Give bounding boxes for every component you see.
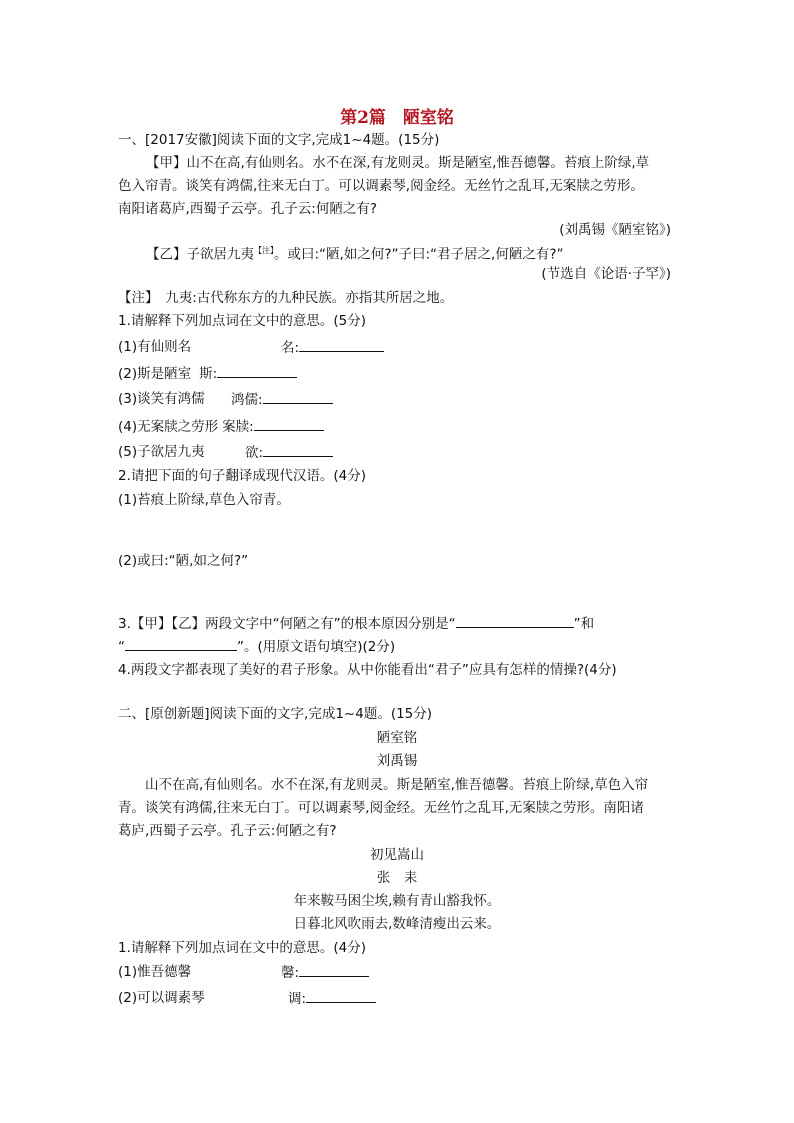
question-text: ”和 <box>573 616 595 632</box>
question-stem: 1.请解释下列加点词在文中的意思。(4分) <box>118 940 367 956</box>
question-item: (1)苔痕上阶绿,草色入帘青。 <box>118 492 290 508</box>
question-item: (3)谈笑有鸿儒 <box>118 391 205 407</box>
answer-blank[interactable] <box>456 614 574 628</box>
word-label: 名: <box>281 340 300 356</box>
answer-blank[interactable] <box>125 637 237 651</box>
answer-line <box>231 390 333 409</box>
word-label: 鸿儒: <box>231 392 263 408</box>
question-stem: 1.请解释下列加点词在文中的意思。(5分) <box>118 313 367 329</box>
question-text: 3.【甲】【乙】两段文字中“何陋之有”的根本原因分别是“ <box>118 616 456 632</box>
word-label: 斯: <box>199 366 218 382</box>
answer-line <box>281 963 369 982</box>
answer-blank[interactable] <box>299 963 369 977</box>
question-item: (1)有仙则名 <box>118 339 192 355</box>
question-phrase: (4)无案牍之劳形 <box>118 419 219 435</box>
question-text: “ <box>118 639 125 655</box>
word-label: 案牍: <box>222 419 254 435</box>
question-stem: 2.请把下面的句子翻译成现代汉语。(4分) <box>118 468 367 484</box>
passage-text: 【乙】子欲居九夷 <box>146 246 254 263</box>
text-author: 刘禹锡 <box>376 753 418 769</box>
answer-blank[interactable] <box>217 364 297 378</box>
passage-line <box>146 242 564 264</box>
answer-line <box>288 989 376 1008</box>
question-item: (5)子欲居九夷 <box>118 444 205 460</box>
question-item: (2)或曰:“陋,如之何?” <box>118 553 249 569</box>
word-label: 调: <box>288 991 307 1007</box>
text-title: 陋室铭 <box>376 730 418 746</box>
passage-line: 南阳诸葛庐,西蜀子云亭。孔子云:何陋之有? <box>118 201 378 217</box>
answer-line <box>245 443 333 462</box>
passage-line: 山不在高,有仙则名。水不在深,有龙则灵。斯是陋室,惟吾德馨。苔痕上阶绿,草色入帘 <box>118 777 649 793</box>
answer-blank[interactable] <box>263 443 333 457</box>
passage-source: (节选自《论语·子罕》) <box>541 266 671 282</box>
passage-line: 色入帘青。谈笑有鸿儒,往来无白丁。可以调素琴,阅金经。无丝竹之乱耳,无案牍之劳形。 <box>118 178 644 194</box>
poem-author: 张 耒 <box>376 870 418 886</box>
footnote: 【注】 九夷:古代称东方的九种民族。亦指其所居之地。 <box>118 290 454 306</box>
question-phrase: (2)斯是陋室 <box>118 366 192 382</box>
question-stem <box>118 637 395 656</box>
question-item <box>118 364 297 383</box>
poem-line: 年来鞍马困尘埃,赖有青山豁我怀。 <box>293 893 501 909</box>
footnote-mark: 【注】 <box>254 246 274 255</box>
section-heading: 二、[原创新题]阅读下面的文字,完成1~4题。(15分) <box>118 706 433 722</box>
question-stem: 4.两段文字都表现了美好的君子形象。从中你能看出“君子”应具有怎样的情操?(4分) <box>118 662 617 678</box>
passage-line: 葛庐,西蜀子云亭。孔子云:何陋之有? <box>118 823 337 839</box>
question-stem <box>118 614 594 633</box>
page-title: 第2篇 陋室铭 <box>340 108 454 128</box>
question-item: (2)可以调素琴 <box>118 990 205 1006</box>
answer-blank[interactable] <box>254 417 324 431</box>
answer-blank[interactable] <box>299 338 384 352</box>
passage-source: (刘禹锡《陋室铭》) <box>559 222 671 238</box>
section-heading: 一、[2017安徽]阅读下面的文字,完成1~4题。(15分) <box>118 132 440 148</box>
word-label: 欲: <box>245 445 264 461</box>
poem-line: 日暮北风吹雨去,数峰清瘦出云来。 <box>293 916 501 932</box>
question-text: ”。(用原文语句填空)(2分) <box>237 639 396 655</box>
passage-line: 青。谈笑有鸿儒,往来无白丁。可以调素琴,阅金经。无丝竹之乱耳,无案牍之劳形。南阳诸 <box>118 800 644 816</box>
question-item: (1)惟吾德馨 <box>118 964 192 980</box>
answer-line <box>281 338 384 357</box>
answer-blank[interactable] <box>306 989 376 1003</box>
poem-title: 初见嵩山 <box>370 847 424 863</box>
answer-blank[interactable] <box>263 390 333 404</box>
question-item <box>118 417 324 436</box>
passage-text: 。或曰:“陋,如之何?”子曰:“君子居之,何陋之有?” <box>274 246 564 263</box>
passage-line: 【甲】山不在高,有仙则名。水不在深,有龙则灵。斯是陋室,惟吾德馨。苔痕上阶绿,草 <box>146 155 650 171</box>
word-label: 馨: <box>281 965 300 981</box>
